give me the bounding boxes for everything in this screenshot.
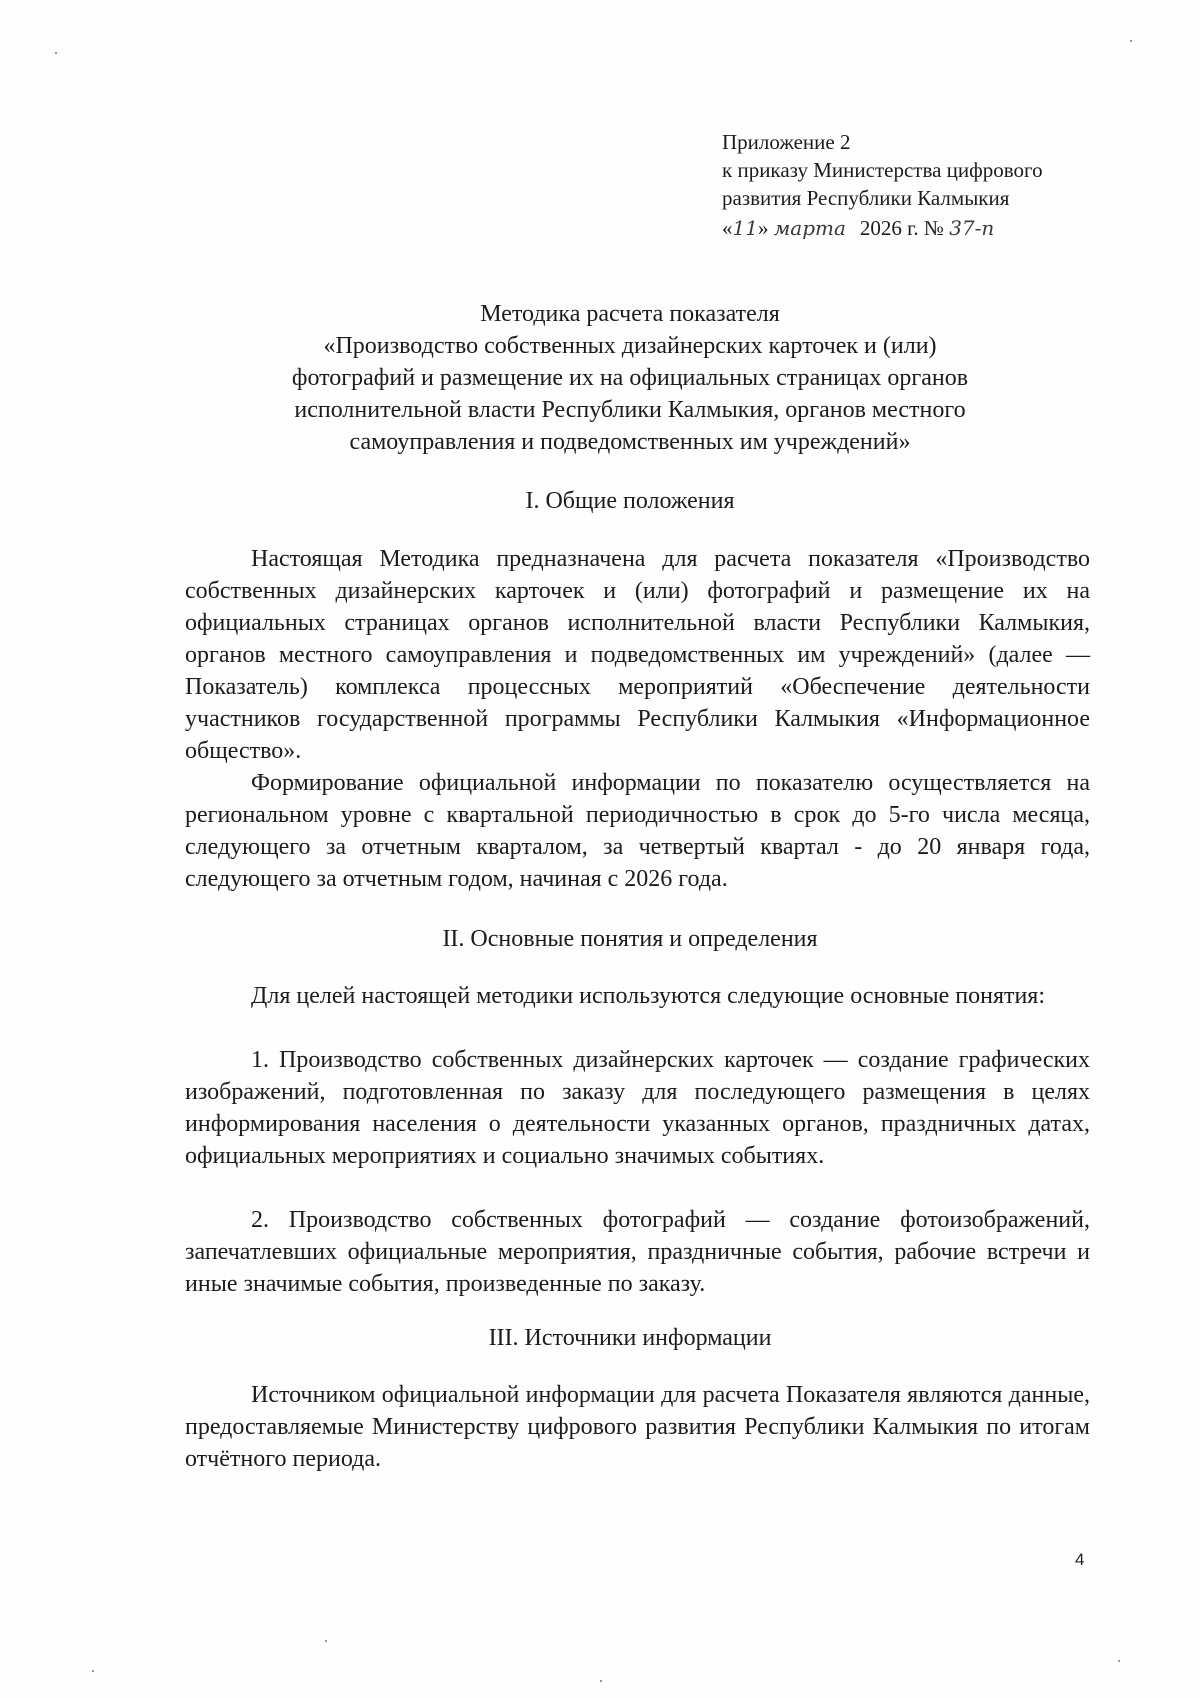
scan-speck xyxy=(55,52,57,54)
section-heading-3: III. Источники информации xyxy=(488,1325,772,1351)
title-line-3: фотографий и размещение их на официальных страницах органов xyxy=(291,365,969,391)
section-2-paragraph-1: Для целей настоящей методики используются следующие основные понятия: xyxy=(251,983,1046,1009)
section-2-paragraph-3: 2. Производство собственных фотографий — создание фотоизображений, запечатлевших официальные мероприятия, праздничные события, рабочие встречи и иные значимые события, произведенные по заказу. xyxy=(185,1207,1090,1297)
section-1-paragraph-1: Настоящая Методика предназначена для расчета показателя «Производство собственных дизайнерских карточек и (или) фотографий и размещение их на официальных страницах органов исполнительной власти Республики Калмыкия, органов местного самоуправления и подведомственных им учреждений» (далее — Показатель) комплекса процессных мероприятий «Обеспечение деятельности участников государственной программы Республики Калмыкия «Информационное общество». xyxy=(185,546,1090,764)
title-line-5: самоуправления и подведомственных им учреждений» xyxy=(349,429,911,455)
handwritten-month: марта xyxy=(773,216,846,240)
handwritten-order-number: 37-п xyxy=(949,216,995,240)
annex-line-2: к приказу Министерства цифрового xyxy=(722,158,1043,182)
date-close-quote: » xyxy=(757,216,769,240)
scan-speck xyxy=(600,1680,602,1682)
scan-speck xyxy=(1130,40,1132,42)
page-number: 4 xyxy=(1075,1550,1085,1569)
annex-block xyxy=(722,128,1043,242)
section-2-paragraph-2: 1. Производство собственных дизайнерских карточек — создание графических изображений, подготовленная по заказу для последующего размещения в целях информирования населения о деятельности указанных органов, праздничных датах, официальных мероприятиях и социально значимых событиях. xyxy=(185,1047,1090,1169)
title-line-2: «Производство собственных дизайнерских карточек и (или) xyxy=(323,333,937,359)
annex-line-1: Приложение 2 xyxy=(722,130,851,154)
section-3-paragraph-1: Источником официальной информации для расчета Показателя являются данные, предоставляемые Министерству цифрового развития Республики Калмыкия по итогам отчётного периода. xyxy=(185,1382,1090,1472)
scan-speck xyxy=(325,1640,327,1642)
title-line-1: Методика расчета показателя xyxy=(480,301,780,327)
annex-date-line xyxy=(722,214,1043,242)
section-1-paragraph-2: Формирование официальной информации по показателю осуществляется на региональном уровне с квартальной периодичностью в срок до 5-го числа месяца, следующего за отчетным кварталом, за четвертый квартал - до 20 января года, следующего за отчетным годом, начиная с 2026 года. xyxy=(185,770,1090,892)
handwritten-day: 11 xyxy=(732,216,758,240)
annex-line-3: развития Республики Калмыкия xyxy=(722,186,1010,210)
section-heading-2: II. Основные понятия и определения xyxy=(442,926,818,952)
title-line-4: исполнительной власти Республики Калмыкия, органов местного xyxy=(294,397,966,423)
section-heading-1: I. Общие положения xyxy=(525,488,735,514)
date-year: 2026 г. № xyxy=(859,216,944,240)
document-title xyxy=(180,298,1080,458)
scan-speck xyxy=(1118,1660,1120,1662)
scan-speck xyxy=(92,1670,94,1672)
date-open-quote: « xyxy=(722,216,733,240)
